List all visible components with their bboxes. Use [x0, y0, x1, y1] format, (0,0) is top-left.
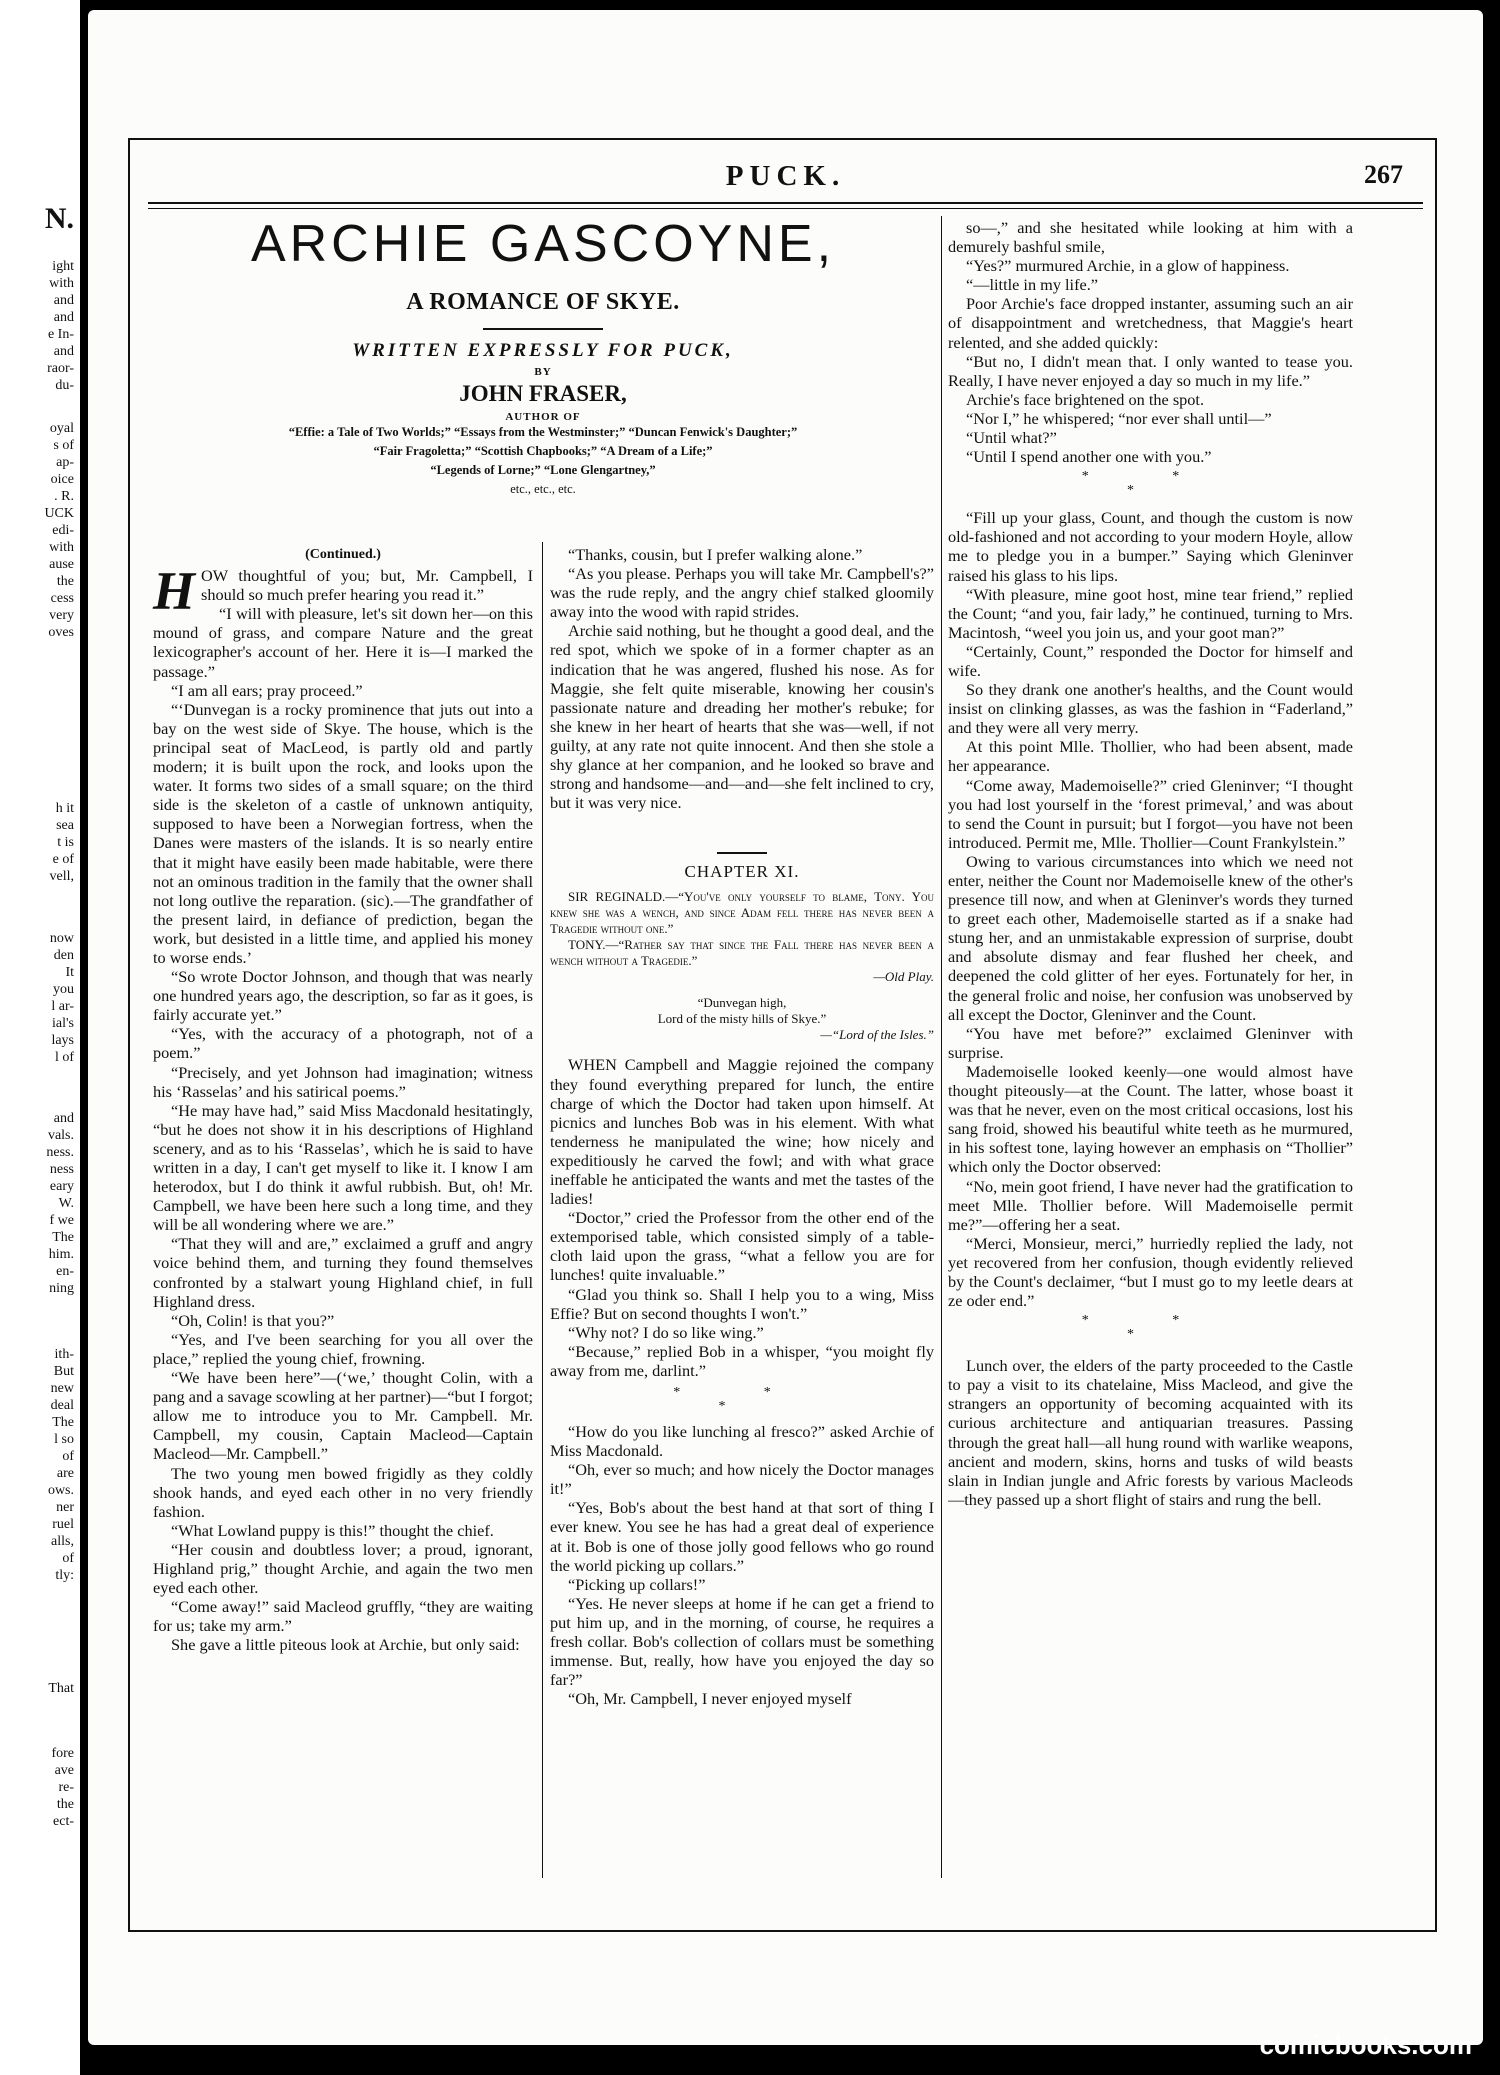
paragraph: “What Lowland puppy is this!” thought the chief. [171, 1520, 494, 1540]
adjacent-text-fragment: UCK [44, 506, 74, 521]
paragraph: Archie said nothing, but he thought a good deal, and the red spot, which we spoke of in a former chapter as an indication that he was angered, flushed his nose. As for Maggie, she felt quite miserable, knowing her cousin's passionate nature and dreading her mother's rebuke; for she knew in her heart of hearts that she was—well, if not guilty, at any rate not quite innocent. And then she stole a shy glance at her companion, and he looked so brave and strong and handsome—and—and—she felt inclined to cry, but it was very nice. [550, 621, 934, 813]
adjacent-text-fragment: edi- [52, 523, 74, 538]
adjacent-text-fragment: l of [54, 1050, 74, 1065]
author-works-4: etc., etc., etc. [510, 482, 576, 496]
poem-line-1: “Dunvegan high, [697, 995, 787, 1011]
adjacent-text-fragment: of [62, 1449, 74, 1464]
adjacent-text-fragment: That [48, 1681, 74, 1696]
adjacent-text-fragment: ning [49, 1281, 74, 1296]
author-works-2: “Fair Fragoletta;” “Scottish Chapbooks;” “A Dream of a Life;” [373, 444, 713, 458]
paragraph: “Yes, Bob's about the best hand at that sort of thing I ever knew. You see he has had a great deal of experience at it. Bob is one of those jolly good fellows who go round the world picking up collars.” [550, 1498, 934, 1575]
adjacent-text-fragment: e In- [47, 327, 74, 342]
adjacent-text-fragment: en- [56, 1264, 74, 1279]
adjacent-text-fragment: vell, [49, 869, 74, 884]
section-break: * * [673, 1385, 811, 1400]
adjacent-text-fragment: him. [48, 1247, 74, 1262]
paragraph: “Picking up collars!” [568, 1574, 706, 1594]
adjacent-text-fragment: and [53, 344, 74, 359]
adjacent-text-fragment: with [49, 540, 74, 555]
epigraph-1-text: SIR REGINALD.—“You've only yourself to blame, Tony. You knew she was a wench, and since Adam fell there has never been a Tragedie without one.” [550, 889, 934, 937]
adjacent-page-strip [0, 0, 80, 2075]
story-subtitle: A ROMANCE OF SKYE. [406, 289, 680, 315]
by-line: BY [534, 366, 552, 378]
adjacent-text-fragment: l so [54, 1432, 74, 1447]
paragraph: “Yes. He never sleeps at home if he can get a friend to put him up, and in the morning, of course, he requires a fresh collar. Bob's collection of collars must be something immense. But, really, how have you enjoyed the day so far?” [550, 1593, 934, 1690]
paragraph: “Oh, Colin! is that you?” [171, 1310, 335, 1330]
column-divider [941, 216, 942, 1878]
adjacent-text-fragment: the [56, 1797, 74, 1812]
adjacent-text-fragment: ness [49, 1162, 74, 1177]
adjacent-text-fragment: den [53, 948, 74, 963]
adjacent-text-fragment: you [53, 982, 74, 997]
magazine-page [88, 10, 1483, 2045]
adjacent-text-fragment: cess [50, 591, 74, 606]
header-rule [148, 202, 1423, 204]
author-works-1: “Effie: a Tale of Two Worlds;” “Essays from the Westminster;” “Duncan Fenwick's Daughter;” [288, 425, 798, 439]
column-divider [542, 542, 543, 1878]
adjacent-text-fragment: alls, [51, 1534, 74, 1549]
paragraph: “Thanks, cousin, but I prefer walking alone.” [568, 545, 863, 564]
paragraph: “With pleasure, mine goot host, mine tear friend,” replied the Count; “and you, fair lady,” he continued, turning to Mrs. Macintosh, “weel you join us, and your goot man?” [948, 584, 1353, 642]
column-3-paragraphs-b [948, 508, 1353, 1310]
column-3-paragraphs-c [948, 1356, 1353, 1509]
paragraph: The two young men bowed frigidly as they coldly shook hands, and eyed each other in no very friendly fashion. [153, 1463, 533, 1521]
section-break-center: * [1127, 1327, 1174, 1343]
paragraph: “Her cousin and doubtless lover; a proud, ignorant, Highland prig,” thought Archie, and again the two men eyed each other. [153, 1539, 533, 1598]
adjacent-text-fragment: with [49, 276, 74, 291]
paragraph: “I am all ears; pray proceed.” [171, 680, 363, 700]
header-rule-thin [148, 208, 1423, 209]
column-3-paragraphs-a [948, 218, 1353, 466]
adjacent-text-fragment: ial's [52, 1016, 74, 1031]
adjacent-text-fragment: and [53, 1111, 74, 1126]
written-for-line: WRITTEN EXPRESSLY FOR PUCK, [352, 340, 734, 361]
adjacent-text-fragment: ave [54, 1763, 74, 1778]
author-name: JOHN FRASER, [459, 381, 627, 406]
paragraph: At this point Mlle. Thollier, who had been absent, made her appearance. [948, 737, 1353, 776]
adjacent-text-fragment: The [52, 1415, 74, 1430]
paragraph: “We have been here”—(‘we,’ thought Colin, with a pang and a savage scowling at her partner)—“but I forgot; allow me to introduce you to Mr. Campbell. Mr. Campbell, my cousin, Captain Macleod—Captain Macleod—Mr. Campbell.” [153, 1368, 533, 1464]
adjacent-text-fragment: ows. [47, 1483, 74, 1498]
adjacent-text-fragment: eary [49, 1179, 74, 1194]
paragraph: Poor Archie's face dropped instanter, assuming such an air of disappointment and wretchedness, that Maggie's heart relented, and she added quickly: [948, 294, 1353, 352]
adjacent-text-fragment: and [53, 293, 74, 308]
adjacent-text-fragment: are [56, 1466, 74, 1481]
epigraph-2 [550, 937, 934, 969]
adjacent-text-fragment: raor- [47, 361, 74, 376]
section-break: * * [1081, 1313, 1220, 1329]
page-number: 267 [1364, 160, 1403, 189]
adjacent-text-fragment: tly: [55, 1568, 74, 1583]
title-rule [483, 328, 603, 330]
chapter-rule [717, 852, 767, 854]
column-1-paragraphs [153, 604, 533, 1654]
paragraph: “Nor I,” he whispered; “nor ever shall until—” [966, 408, 1272, 428]
adjacent-text-fragment: of [62, 1551, 74, 1566]
column-2 [550, 545, 934, 1708]
column-2-paragraphs-c [550, 1422, 934, 1708]
adjacent-text-fragment: re- [58, 1780, 74, 1795]
adjacent-text-fragment: l ar- [51, 999, 74, 1014]
paragraph: “Merci, Monsieur, merci,” hurriedly replied the lady, not yet recovered from her confusion, though evidently relieved by the Count's declaimer, “but I must go to my leetle dears at ze oder end.” [948, 1233, 1353, 1311]
author-of-label: AUTHOR OF [505, 411, 581, 423]
paragraph: “Why not? I do so like wing.” [568, 1322, 764, 1342]
paragraph: Owing to various circumstances into which we need not enter, neither the Count nor Mademoiselle knew of the other's presence till now, and when at Gleninver's words they turned to greet each other, Mademoiselle started as if a snake had stung her, and an unmistakable expression of surprise, doubt and absolute dismay and fear flushed her cheek, and deepened the cold glitter of her eyes. Fortunately for her, in the general frolic and noise, her confusion was unobserved by all except the Doctor, Gleninver and the Count. [948, 851, 1353, 1024]
adjacent-text-fragment: the [56, 574, 74, 589]
adjacent-text-fragment: new [50, 1381, 74, 1396]
paragraph: “I will with pleasure, let's sit down her—on this mound of grass, and compare Nature and the great lexicographer's account of her. Here it is—I marked the passage.” [153, 604, 533, 681]
paragraph: “Until what?” [966, 428, 1057, 448]
adjacent-text-fragment: now [49, 931, 74, 946]
paragraph: “‘Dunvegan is a rocky prominence that juts out into a bay on the west side of Skye. The house, which is the principal seat of MacLeod, is partly old and partly modern; it is built upon the rock, and looks upon the water. It forms two sides of a small square; on the third side is the skeleton of a castle of unknown antiquity, supposed to have been a Norwegian fortress, when the Danes were masters of the islands. It is so nearly entire that it might have easily been made habitable, were there not an ominous tradition in the family that the owner shall not long outlive the reparation. (sic).—The grandfather of the present laird, in defiance of prediction, began the work, but desisted in a little time, and applied his money to worse ends.’ [153, 699, 533, 967]
paragraph: “So wrote Doctor Johnson, and though that was nearly one hundred years ago, the description, so far as it goes, is fairly accurate yet.” [153, 967, 533, 1025]
adjacent-text-fragment: very [49, 608, 74, 623]
story-title: ARCHIE GASCOYNE, [250, 215, 836, 273]
adjacent-text-fragment: oyal [49, 421, 74, 436]
paragraph: “Come away!” said Macleod gruffly, “they are waiting for us; take my arm.” [153, 1597, 533, 1636]
paragraph: “As you please. Perhaps you will take Mr. Campbell's?” was the rude reply, and the angry chief stalked gloomily away into the wood with rapid strides. [550, 564, 934, 622]
paragraph: “Oh, ever so much; and how nicely the Doctor manages it!” [550, 1460, 934, 1499]
paragraph: “Yes, with the accuracy of a photograph, not of a poem.” [153, 1024, 533, 1063]
column-2-paragraphs-b [550, 1055, 934, 1380]
drop-cap: H [153, 561, 196, 622]
paragraph: “Until I spend another one with you.” [966, 447, 1212, 467]
adjacent-text-fragment: ness. [46, 1145, 74, 1160]
section-break-center: * [1127, 483, 1174, 499]
column-2-paragraphs-a [550, 545, 934, 812]
paragraph: “Because,” replied Bob in a whisper, “you moight fly away from me, darlint.” [550, 1341, 934, 1380]
column-3 [948, 218, 1353, 1509]
paragraph: “—little in my life.” [966, 275, 1099, 295]
adjacent-text-fragment: It [65, 965, 74, 980]
adjacent-text-fragment: s of [53, 438, 74, 453]
adjacent-text-fragment: . R. [54, 489, 74, 504]
paragraph: Lunch over, the elders of the party proceeded to the Castle to pay a visit to its chatelaine, Miss Macleod, and give the strangers an opportunity of becoming acquainted with its curious architecture and antiquarian treasures. Passing through the great hall—all hung round with warlike weapons, ancient and modern, skins, horns and tusks of wild beasts slain in Indian jungle and Afric forests by various Macleods—they passed up a short flight of stairs and rung the bell. [948, 1356, 1353, 1509]
adjacent-text-fragment: ap- [56, 455, 74, 470]
adjacent-text-fragment: du- [55, 378, 74, 393]
opening-paragraph [153, 561, 533, 622]
paragraph: “Certainly, Count,” responded the Doctor for himself and wife. [948, 641, 1353, 680]
paragraph: “Fill up your glass, Count, and though the custom is now old-fashioned and not according to your modern Hoyle, allow me to pledge you in a bumper.” Saying which Gleninver raised his glass to his lips. [948, 508, 1353, 585]
chapter-heading: CHAPTER XI. [684, 862, 800, 882]
adjacent-text-fragment: ect- [53, 1814, 74, 1829]
adjacent-text-fragment: The [52, 1230, 74, 1245]
paragraph: “No, mein goot friend, I have never had the gratification to meet Mlle. Thollier before. Will Mademoiselle permit me?”—offering her a seat. [948, 1176, 1353, 1234]
adjacent-text-fragment: lays [51, 1033, 74, 1048]
paragraph: “Doctor,” cried the Professor from the other end of the extemporised table, which consisted simply of a table-cloth laid upon the grass, “what a fellow you are for lunches! quite invaluable.” [550, 1208, 934, 1285]
section-break: * * [1081, 469, 1220, 485]
paragraph: so—,” and she hesitated while looking at him with a demurely bashful smile, [948, 218, 1353, 257]
section-break-center: * [718, 1399, 766, 1414]
paragraph: “Yes, and I've been searching for you all over the place,” replied the young chief, frowning. [153, 1329, 533, 1368]
adjacent-text-fragment: and [53, 310, 74, 325]
author-works-3: “Legends of Lorne;” “Lone Glengartney,” [430, 463, 656, 477]
paragraph: “Oh, Mr. Campbell, I never enjoyed myself [568, 1689, 852, 1709]
adjacent-text-fragment: h it [55, 801, 74, 816]
adjacent-text-fragment: ith- [54, 1347, 74, 1362]
paragraph: “He may have had,” said Miss Macdonald hesitatingly, “but he does not show it in his descriptions of Highland scenery, and as to his ‘Rasselas’, which he is said to have written in a day, I can't get myself to like it. I know I am heterodox, but I do think it awful rubbish. But, oh! Mr. Campbell, we have been here such a long time, and they will be all wondering where we are.” [153, 1100, 533, 1235]
poem-source: —“Lord of the Isles.” [820, 1027, 934, 1043]
adjacent-text-fragment: N. [44, 202, 74, 235]
adjacent-text-fragment: ight [52, 259, 74, 274]
adjacent-text-fragment: e of [52, 852, 74, 867]
paragraph: “How do you like lunching al fresco?” asked Archie of Miss Macdonald. [550, 1422, 934, 1461]
adjacent-text-fragment: fore [51, 1746, 74, 1761]
epigraph-2-text: TONY.—“Rather say that since the Fall there has never been a wench without a Tragedie.” [550, 937, 934, 969]
masthead-title: PUCK. [725, 160, 846, 192]
watermark: comicbooks.com [1259, 2030, 1472, 2060]
adjacent-text-fragment: ner [56, 1500, 74, 1515]
adjacent-text-fragment: f we [49, 1213, 74, 1228]
paragraph: “Precisely, and yet Johnson had imagination; witness his ‘Rasselas’ and his satirical poems.” [153, 1062, 533, 1101]
epigraph-source: —Old Play. [873, 969, 934, 985]
poem-line-2: Lord of the misty hills of Skye.” [657, 1011, 827, 1027]
continued-label: (Continued.) [305, 547, 381, 562]
adjacent-text-fragment: sea [56, 818, 74, 833]
paragraph: So they drank one another's healths, and the Count would insist on clinking glasses, as was the fashion in “Faderland,” and they were all very merry. [948, 680, 1353, 738]
adjacent-text-fragment: deal [50, 1398, 74, 1413]
paragraph: “That they will and are,” exclaimed a gruff and angry voice behind them, and turning they found themselves confronted by a stalwart young Highland chief, in full Highland dress. [153, 1234, 533, 1311]
adjacent-text-fragment: vals. [47, 1128, 74, 1143]
paragraph: Mademoiselle looked keenly—one would almost have thought piteously—at the Count. The latter, whose boast it was that he never, even on the most critical occasions, lost his sang froid, showed his beautiful white teeth as he murmured, in his softest tone, laying however an emphasis on “Thollier” which only the Doctor observed: [948, 1061, 1353, 1177]
adjacent-text-fragment: oves [48, 625, 74, 640]
paragraph: She gave a little piteous look at Archie, but only said: [171, 1635, 520, 1655]
paragraph: “Come away, Mademoiselle?” cried Gleninver; “I thought you had lost yourself in the ‘forest primeval,’ and was about to send the Count in pursuit; but I forgot—you have not been introduced. Permit me, Mlle. Thollier—Count Frankylstein.” [948, 775, 1353, 852]
opening-text: OW thoughtful of you; but, Mr. Campbell, I should so much prefer hearing you read it.” [201, 566, 533, 605]
adjacent-text-fragment: But [53, 1364, 74, 1379]
paragraph: WHEN Campbell and Maggie rejoined the company they found everything prepared for lunch, the entire charge of which the Doctor had taken upon himself. At picnics and lunches Bob was in his element. With what tenderness he manipulated the wine; how nicely and expeditiously he carved the fowl; and with what grace ineffable he anticipated the wants and met the tastes of the ladies! [550, 1055, 934, 1209]
column-1 [153, 545, 533, 1654]
paragraph: “You have met before?” exclaimed Gleninver with surprise. [948, 1023, 1353, 1062]
adjacent-text-fragment: ruel [52, 1517, 74, 1532]
paragraph: “Glad you think so. Shall I help you to a wing, Miss Effie? But on second thoughts I won't.” [550, 1284, 934, 1323]
paragraph: “Yes?” murmured Archie, in a glow of happiness. [966, 256, 1290, 276]
epigraph-1 [550, 889, 934, 937]
paragraph: Archie's face brightened on the spot. [966, 389, 1205, 409]
adjacent-text-fragment: W. [58, 1196, 74, 1211]
adjacent-text-fragment: ause [49, 557, 74, 572]
adjacent-text-fragment: t is [57, 835, 74, 850]
paragraph: “But no, I didn't mean that. I only wanted to tease you. Really, I have never enjoyed a day so much in my life.” [948, 351, 1353, 390]
adjacent-text-fragment: oice [50, 472, 74, 487]
story-heading [148, 215, 938, 499]
